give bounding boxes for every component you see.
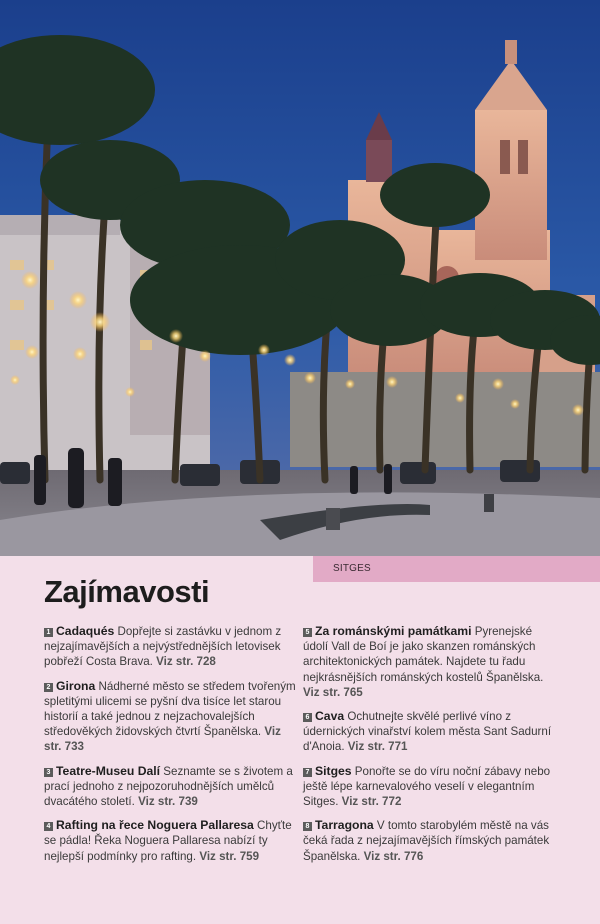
item-number: 2 bbox=[44, 683, 53, 692]
item-page-ref: Viz str. 772 bbox=[341, 795, 402, 809]
item-number: 3 bbox=[44, 768, 53, 777]
item-text: Chyťte se pádla! Řeka Noguera Pallaresa nabízí ty nejlepší podmínky pro rafting. bbox=[44, 819, 292, 863]
list-item bbox=[44, 764, 296, 810]
section-label: SITGES bbox=[333, 563, 371, 574]
list-item bbox=[44, 624, 296, 670]
item-title: Rafting na řece Noguera Pallaresa bbox=[56, 818, 254, 833]
item-text: Seznamte se s životem a prací jednoho z nejpozoruhodnějších umělců dvacátého století. bbox=[44, 764, 293, 809]
item-number: 5 bbox=[303, 628, 312, 637]
item-title: Cava bbox=[315, 709, 345, 724]
item-text: Pyrenejské údolí Vall de Boí je jako skanzen románských architektonických památek. Najdete tu řadu nejkrásnějších románských kostelů Španělska. bbox=[303, 625, 544, 684]
list-item bbox=[303, 624, 555, 700]
list-item bbox=[303, 818, 555, 864]
item-title: Girona bbox=[56, 678, 96, 693]
item-page-ref: Viz str. 759 bbox=[199, 849, 260, 863]
page-title: Zajímavosti bbox=[44, 574, 210, 609]
item-title: Tarragona bbox=[315, 818, 374, 833]
section-banner bbox=[313, 556, 600, 582]
item-page-ref: Viz str. 776 bbox=[363, 849, 424, 863]
item-page-ref: Viz str. 771 bbox=[347, 740, 408, 754]
list-item bbox=[44, 679, 296, 755]
item-text: Ponořte se do víru noční zábavy nebo ještě lépe karnevalového veselí v elegantním Sitges. bbox=[303, 764, 551, 809]
item-number: 4 bbox=[44, 822, 53, 831]
item-text: V tomto starobylém městě na vás čeká řada z nejzajímavějších římských památek Španělska. bbox=[303, 819, 550, 863]
list-item bbox=[44, 818, 296, 864]
list-item bbox=[303, 709, 555, 755]
item-page-ref: Viz str. 733 bbox=[44, 725, 281, 754]
column-left bbox=[44, 624, 296, 873]
item-number: 7 bbox=[303, 768, 312, 777]
item-text: Ochutnejte skvělé perlivé víno z údernických vinařství kolem města Sant Sadurní d'Anoia. bbox=[303, 710, 552, 754]
item-text: Dopřejte si zastávku v jednom z nejzajímavějších a nejvýstřednějších letovisek pobřeží Costa Brava. bbox=[44, 625, 282, 669]
item-page-ref: Viz str. 765 bbox=[303, 685, 363, 699]
item-title: Za románskými památkami bbox=[315, 624, 472, 638]
item-number: 6 bbox=[303, 713, 312, 722]
column-right bbox=[303, 624, 555, 873]
item-page-ref: Viz str. 739 bbox=[138, 795, 198, 809]
item-number: 1 bbox=[44, 628, 53, 637]
item-title: Sitges bbox=[315, 763, 352, 778]
item-number: 8 bbox=[303, 822, 312, 831]
item-page-ref: Viz str. 728 bbox=[156, 655, 216, 669]
list-item bbox=[303, 764, 555, 810]
item-title: Teatre-Museu Dalí bbox=[56, 763, 161, 778]
item-text: Nádherné město se středem tvořeným spletitými ulicemi se pyšní dva tisíce let starou historií a také jednou z nejzachovalejších středověkých židovských čtvrtí Španělska. bbox=[44, 679, 296, 739]
item-title: Cadaqués bbox=[56, 624, 115, 638]
